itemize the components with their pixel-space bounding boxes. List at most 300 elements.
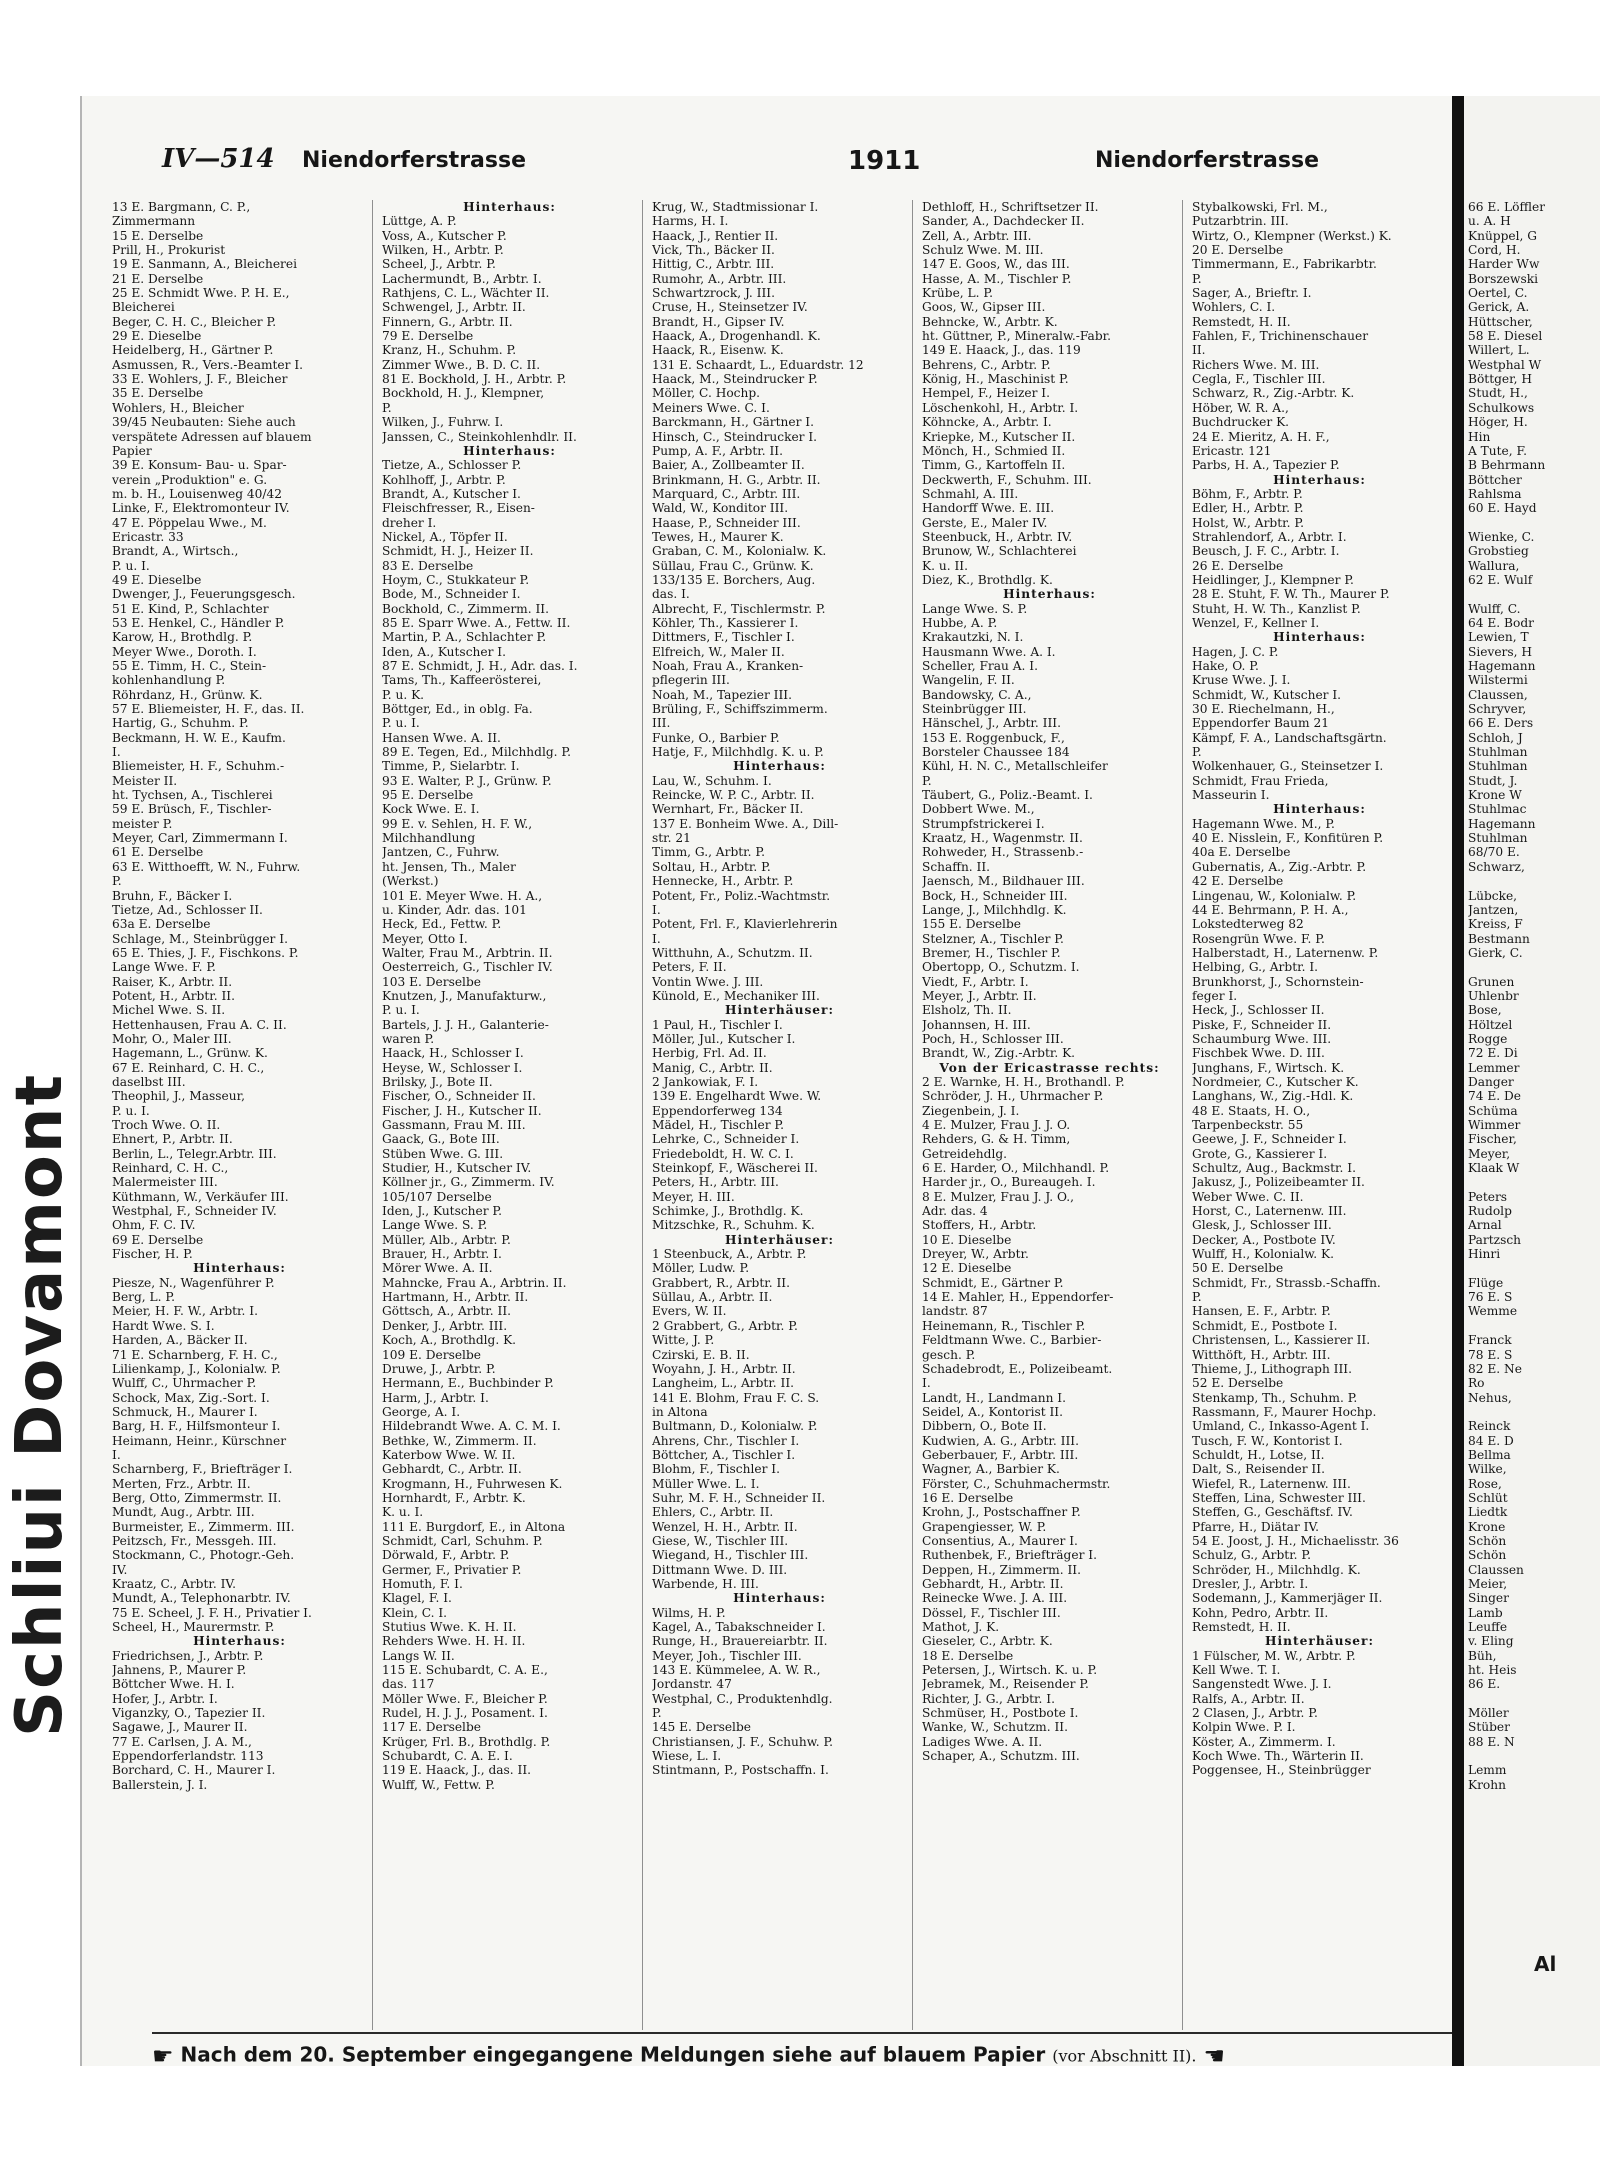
directory-entry: Wiegand, H., Tischler III. <box>652 1548 809 1563</box>
directory-entry: Halberstadt, H., Laternenw. P. <box>1192 945 1379 960</box>
directory-entry: Hinterhaus: <box>193 1261 286 1276</box>
directory-entry: Westphal, F., Schneider IV. <box>112 1204 277 1219</box>
directory-entry: Schulz Wwe. M. III. <box>922 243 1044 258</box>
directory-entry: Berg, Otto, Zimmermstr. II. <box>112 1490 282 1505</box>
directory-entry: Klein, C. I. <box>382 1605 448 1620</box>
directory-entry: Hansen Wwe. A. II. <box>382 730 501 745</box>
directory-entry: Künold, E., Mechaniker III. <box>652 988 820 1003</box>
directory-entry: Friedrichsen, J., Arbtr. P. <box>112 1648 264 1663</box>
directory-entry: 67 E. Reinhard, C. H. C., <box>112 1060 265 1075</box>
next-page-entry: Partzsch <box>1468 1232 1521 1247</box>
directory-entry: 16 E. Derselbe <box>922 1490 1014 1505</box>
directory-entry: Schmidt, E., Postbote I. <box>1192 1318 1338 1333</box>
next-page-entry <box>1468 960 1545 974</box>
directory-entry: str. 21 <box>652 831 691 846</box>
next-page-entry <box>1468 1749 1545 1763</box>
directory-entry: Bremer, H., Tischler P. <box>922 945 1061 960</box>
directory-entry: 29 E. Dieselbe <box>112 329 202 344</box>
directory-entry: Deckwerth, F., Schuhm. III. <box>922 472 1092 487</box>
directory-entry: Brüling, F., Schiffszimmerm. <box>652 702 828 717</box>
directory-entry: Brunkhorst, J., Schornstein- <box>1192 974 1364 989</box>
directory-entry: P. <box>652 1706 662 1721</box>
next-page-entry: Rogge <box>1468 1031 1508 1046</box>
directory-entry: 117 E. Derselbe <box>382 1720 481 1735</box>
directory-entry: Mathot, J. K. <box>922 1620 1000 1635</box>
directory-entry: daselbst III. <box>112 1074 186 1089</box>
directory-entry: Schwengel, J., Arbtr. II. <box>382 300 526 315</box>
directory-entry: Schröder, H., Milchhdlg. K. <box>1192 1562 1361 1577</box>
directory-entry: Westphal, C., Produktenhdlg. <box>652 1691 833 1706</box>
directory-entry: Stintmann, P., Postschaffn. I. <box>652 1763 829 1778</box>
directory-entry: Mundt, A., Telephonarbtr. IV. <box>112 1591 291 1606</box>
directory-entry: Suhr, M. F. H., Schneider II. <box>652 1490 826 1505</box>
directory-entry: Horst, C., Laternenw. III. <box>1192 1204 1347 1219</box>
directory-entry: Malermeister III. <box>112 1175 218 1190</box>
directory-entry: Süllau, Frau C., Grünw. K. <box>652 558 814 573</box>
directory-entry: Hinterhäuser: <box>725 1232 834 1247</box>
directory-entry: Brilsky, J., Bote II. <box>382 1074 493 1089</box>
directory-entry: Manig, C., Arbtr. II. <box>652 1060 773 1075</box>
directory-entry: u. Kinder, Adr. das. 101 <box>382 902 527 917</box>
directory-entry: Schimke, J., Brothdlg. K. <box>652 1204 804 1219</box>
directory-entry: P. <box>922 773 932 788</box>
directory-entry: Heidelberg, H., Gärtner P. <box>112 343 274 358</box>
directory-entry: Köhler, Th., Kassierer I. <box>652 615 799 630</box>
directory-entry: 145 E. Derselbe <box>652 1720 751 1735</box>
directory-entry: Consentius, A., Maurer I. <box>922 1533 1078 1548</box>
directory-entry: Putzarbtrin. III. <box>1192 214 1289 229</box>
next-page-entry: Borszewski <box>1468 271 1538 286</box>
directory-entry: P. <box>112 874 122 889</box>
directory-entry: Schmidt, E., Gärtner P. <box>922 1275 1064 1290</box>
next-page-entry: Sievers, H <box>1468 644 1533 659</box>
directory-entry: Wiese, L. I. <box>652 1749 722 1764</box>
next-page-entry: 58 E. Diesel <box>1468 329 1543 344</box>
directory-entry: Tietze, Ad., Schlosser II. <box>112 902 263 917</box>
directory-entry: 47 E. Pöppelau Wwe., M. <box>112 515 267 530</box>
directory-entry: Heck, J., Schlosser II. <box>1192 1003 1325 1018</box>
directory-entry: Hinterhäuser: <box>1265 1634 1374 1649</box>
next-page-entry: 88 E. N <box>1468 1734 1515 1749</box>
directory-entry: Berg, L. P. <box>112 1290 175 1305</box>
directory-entry: 33 E. Wohlers, J. F., Bleicher <box>112 372 288 387</box>
directory-entry: Tusch, F. W., Kontorist I. <box>1192 1433 1343 1448</box>
directory-entry: Gebhardt, C., Arbtr. II. <box>382 1462 522 1477</box>
directory-entry: 2 E. Warnke, H. H., Brothandl. P. <box>922 1074 1125 1089</box>
directory-entry: 15 E. Derselbe <box>112 228 204 243</box>
directory-entry: Schmahl, A. III. <box>922 486 1019 501</box>
directory-entry: Geberbauer, F., Arbtr. III. <box>922 1447 1079 1462</box>
next-page-entry: Nehus, <box>1468 1390 1512 1405</box>
directory-entry: 141 E. Blohm, Frau F. C. S. <box>652 1390 820 1405</box>
directory-entry: P. u. I. <box>382 1003 420 1018</box>
next-page-entry: 60 E. Hayd <box>1468 501 1537 516</box>
directory-entry: Koch Wwe. Th., Wärterin II. <box>1192 1749 1364 1764</box>
directory-entry: Böttcher, A., Tischler I. <box>652 1447 796 1462</box>
directory-entry: Langheim, L., Arbtr. II. <box>652 1376 795 1391</box>
next-page-entry: Jantzen, <box>1468 902 1519 917</box>
directory-entry: 109 E. Derselbe <box>382 1347 481 1362</box>
next-page-entry: 64 E. Bodr <box>1468 615 1534 630</box>
directory-entry: Kruse Wwe. J. I. <box>1192 673 1291 688</box>
next-page-entry <box>1468 1261 1545 1275</box>
directory-entry: 111 E. Burgdorf, E., in Altona <box>382 1519 566 1534</box>
directory-entry: Baier, A., Zollbeamter II. <box>652 458 805 473</box>
directory-entry: 39 E. Konsum- Bau- u. Spar- <box>112 458 287 473</box>
next-page-entry: Hin <box>1468 429 1491 444</box>
next-page-entry: Meyer, <box>1468 1146 1511 1161</box>
directory-entry: Lachermundt, B., Arbtr. I. <box>382 271 542 286</box>
directory-entry: Hardt Wwe. S. I. <box>112 1318 215 1333</box>
next-page-entry: Stuhlman <box>1468 759 1528 774</box>
directory-entry: Piske, F., Schneider II. <box>1192 1017 1332 1032</box>
directory-entry: Hagemann, L., Grünw. K. <box>112 1046 268 1061</box>
directory-entry: 63a E. Derselbe <box>112 917 211 932</box>
directory-entry: Barckmann, H., Gärtner I. <box>652 415 814 430</box>
directory-entry: 99 E. v. Sehlen, H. F. W., <box>382 816 533 831</box>
directory-entry: Goos, W., Gipser III. <box>922 300 1046 315</box>
directory-entry: Harms, H. I. <box>652 214 729 229</box>
directory-entry: Dobbert Wwe. M., <box>922 802 1035 817</box>
directory-entry: 52 E. Derselbe <box>1192 1376 1284 1391</box>
next-page-entry <box>1468 587 1545 601</box>
directory-entry: 20 E. Derselbe <box>1192 243 1284 258</box>
directory-entry: 77 E. Carlsen, J. A. M., <box>112 1734 252 1749</box>
directory-entry: Wolkenhauer, G., Steinsetzer I. <box>1192 759 1384 774</box>
directory-entry: Lange Wwe. F. P. <box>112 960 216 975</box>
directory-entry: Bliemeister, H. F., Schuhm.- <box>112 759 285 774</box>
directory-entry: 71 E. Scharnberg, F. H. C., <box>112 1347 278 1362</box>
directory-entry: waren P. <box>382 1031 435 1046</box>
directory-entry: P. u. K. <box>382 687 425 702</box>
directory-entry: Poggensee, H., Steinbrügger <box>1192 1763 1371 1778</box>
directory-entry: Zimmermann <box>112 214 196 229</box>
directory-entry: Dössel, F., Tischler III. <box>922 1605 1061 1620</box>
directory-entry: Hofer, J., Arbtr. I. <box>112 1691 218 1706</box>
directory-entry: Iden, J., Kutscher P. <box>382 1204 503 1219</box>
directory-entry: Ruthenbek, F., Briefträger I. <box>922 1548 1097 1563</box>
directory-entry: Friedeboldt, H. W. C. I. <box>652 1146 794 1161</box>
directory-entry: Wenzel, F., Kellner I. <box>1192 615 1320 630</box>
directory-entry: verspätete Adressen auf blauem <box>112 429 312 444</box>
directory-entry: Elfreich, W., Maler II. <box>652 644 785 659</box>
directory-entry: Kohn, Pedro, Arbtr. II. <box>1192 1605 1329 1620</box>
directory-entry: Peters, H., Arbtr. III. <box>652 1175 779 1190</box>
directory-entry: das. 117 <box>382 1677 435 1692</box>
directory-entry: 87 E. Schmidt, J. H., Adr. das. I. <box>382 659 578 673</box>
directory-entry: I. <box>112 1447 121 1462</box>
directory-entry: 40 E. Nisslein, F., Konfitüren P. <box>1192 831 1384 846</box>
directory-entry: Potent, Fr., Poliz.-Wachtmstr. <box>652 888 831 903</box>
directory-entry: Katerbow Wwe. W. II. <box>382 1447 516 1462</box>
directory-entry: Meyer, Joh., Tischler III. <box>652 1648 802 1663</box>
directory-entry: Täubert, G., Poliz.-Beamt. I. <box>922 788 1093 803</box>
directory-entry: 51 E. Kind, P., Schlachter <box>112 601 269 616</box>
directory-entry: Meyer, J., Arbtr. II. <box>922 988 1037 1003</box>
next-page-entry: Schulkows <box>1468 400 1535 415</box>
directory-entry: Möller, Jul., Kutscher I. <box>652 1031 796 1046</box>
directory-entry: Köhncke, A., Arbtr. I. <box>922 415 1052 430</box>
directory-entry: Möller Wwe. F., Bleicher P. <box>382 1691 548 1706</box>
directory-entry: 1 Fülscher, M. W., Arbtr. P. <box>1192 1648 1356 1663</box>
directory-entry: P. u. I. <box>112 558 150 573</box>
column-3 <box>652 200 907 1778</box>
directory-entry: Brinkmann, H. G., Arbtr. II. <box>652 472 821 487</box>
directory-entry: Böhm, F., Arbtr. P. <box>1192 486 1303 501</box>
directory-entry: Schulz, G., Arbtr. P. <box>1192 1548 1312 1563</box>
directory-entry: Brauer, H., Arbtr. I. <box>382 1247 502 1262</box>
directory-entry: Müller Wwe. L. I. <box>652 1476 760 1491</box>
next-page-entry: Wemme <box>1468 1304 1518 1319</box>
directory-entry: Fahlen, F., Trichinenschauer <box>1192 329 1369 344</box>
directory-entry: Bruhn, F., Bäcker I. <box>112 888 233 903</box>
directory-entry: Germer, F., Privatier P. <box>382 1562 522 1577</box>
directory-entry: Merten, Frz., Arbtr. II. <box>112 1476 251 1491</box>
directory-entry: P. u. I. <box>112 1103 150 1118</box>
directory-entry: 85 E. Sparr Wwe. A., Fettw. II. <box>382 615 571 630</box>
next-page-entry: Gerick, A. <box>1468 300 1530 315</box>
directory-entry: Krug, W., Stadtmissionar I. <box>652 200 819 214</box>
directory-entry: Bethke, W., Zimmerm. II. <box>382 1433 537 1448</box>
next-page-entry: Wilstermi <box>1468 673 1528 688</box>
directory-entry: Hartig, G., Schuhm. P. <box>112 716 249 731</box>
column-4 <box>922 200 1177 1763</box>
directory-entry: Druwe, J., Arbtr. P. <box>382 1361 496 1376</box>
directory-entry: Stybalkowski, Frl. M., <box>1192 200 1328 214</box>
next-page-entry: Meier, <box>1468 1577 1508 1591</box>
directory-entry: Hake, O. P. <box>1192 659 1259 673</box>
next-page-entry: Hagemann <box>1468 816 1536 831</box>
directory-entry: Stuht, H. W. Th., Kanzlist P. <box>1192 601 1361 616</box>
directory-entry: 48 E. Staats, H. O., <box>1192 1103 1311 1118</box>
directory-entry: Tarpenbeckstr. 55 <box>1192 1118 1304 1132</box>
next-page-entry: Knüppel, G <box>1468 228 1538 243</box>
directory-entry: Remstedt, H. II. <box>1192 314 1291 329</box>
directory-entry: Küthmann, W., Verkäufer III. <box>112 1189 289 1204</box>
directory-entry: Christiansen, J. F., Schuhw. P. <box>652 1734 834 1749</box>
directory-entry: Masseurin I. <box>1192 788 1270 803</box>
directory-entry: Borsteler Chaussee 184 <box>922 745 1070 760</box>
directory-entry: Nordmeier, C., Kutscher K. <box>1192 1074 1359 1089</box>
directory-entry: Brandt, W., Zig.-Arbtr. K. <box>922 1046 1076 1061</box>
directory-entry: Strahlendorf, A., Arbtr. I. <box>1192 529 1347 544</box>
directory-entry: 6 E. Harder, O., Milchhandl. P. <box>922 1161 1110 1176</box>
next-page-entry: u. A. H <box>1468 214 1511 229</box>
spine-text: Schliui Dovamont <box>3 1072 77 1737</box>
directory-entry: Noah, Frau A., Kranken- <box>652 659 804 673</box>
directory-entry: Marquard, C., Arbtr. III. <box>652 486 801 501</box>
directory-entry: Lange Wwe. S. P. <box>922 601 1028 616</box>
next-page-entry: Reinck <box>1468 1419 1511 1434</box>
directory-entry: Adr. das. 4 <box>922 1204 988 1219</box>
next-page-entry <box>1468 1405 1545 1419</box>
directory-entry: Hinterhaus: <box>1003 587 1096 602</box>
directory-entry: Thieme, J., Lithograph III. <box>1192 1361 1352 1376</box>
next-page-entry: B Behrmann <box>1468 458 1546 473</box>
directory-entry: 24 E. Mieritz, A. H. F., <box>1192 429 1330 444</box>
directory-entry: Schmüser, H., Postbote I. <box>922 1706 1079 1721</box>
directory-entry: Dörwald, F., Arbtr. P. <box>382 1548 510 1563</box>
directory-page <box>80 96 1457 2070</box>
directory-entry: in Altona <box>652 1404 708 1419</box>
next-page-entry: Rahlsma <box>1468 486 1522 501</box>
directory-entry: Köster, A., Zimmerm. I. <box>1192 1734 1336 1749</box>
pointing-hand-icon: ☚ <box>1203 2042 1225 2070</box>
directory-entry: Hinterhaus: <box>733 759 826 774</box>
next-page-entry: Wilke, <box>1468 1462 1507 1477</box>
directory-entry: Ahrens, Chr., Tischler I. <box>652 1433 800 1448</box>
directory-entry: Fleischfresser, R., Eisen- <box>382 501 535 516</box>
directory-entry: Landt, H., Landmann I. <box>922 1390 1067 1405</box>
directory-entry: Rohweder, H., Strassenb.- <box>922 845 1084 860</box>
directory-entry: P. <box>1192 1290 1202 1305</box>
directory-entry: ht. Jensen, Th., Maler <box>382 859 516 874</box>
next-page-entry: 66 E. Ders <box>1468 716 1534 731</box>
directory-entry: Deppen, H., Zimmerm. II. <box>922 1562 1081 1577</box>
directory-entry: Woyahn, J. H., Arbtr. II. <box>652 1361 796 1376</box>
directory-entry: Eppendorfer Baum 21 <box>1192 716 1329 731</box>
book-gutter <box>1452 96 1464 2066</box>
next-page-entry: Schön <box>1468 1533 1507 1548</box>
directory-entry: P. <box>1192 271 1202 286</box>
directory-entry: Wulff, C., Uhrmacher P. <box>112 1376 257 1391</box>
directory-entry: Denker, J., Arbtr. III. <box>382 1318 508 1333</box>
directory-entry: gesch. P. <box>922 1347 976 1362</box>
directory-entry: 49 E. Dieselbe <box>112 572 202 587</box>
directory-entry: Christensen, L., Kassierer II. <box>1192 1333 1371 1348</box>
directory-entry: Kriepke, M., Kutscher II. <box>922 429 1076 444</box>
directory-entry: Mitzschke, R., Schuhm. K. <box>652 1218 815 1233</box>
directory-entry: Krübe, L. P. <box>922 286 993 301</box>
directory-entry: 42 E. Derselbe <box>1192 874 1284 889</box>
directory-entry: Kudwien, A. G., Arbtr. III. <box>922 1433 1079 1448</box>
directory-entry: Hinterhaus: <box>1273 802 1366 817</box>
directory-entry: 1 Steenbuck, A., Arbtr. P. <box>652 1247 807 1262</box>
directory-entry: 101 E. Meyer Wwe. H. A., <box>382 888 543 903</box>
directory-entry: (Werkst.) <box>382 874 439 889</box>
directory-entry: Lehrke, C., Schneider I. <box>652 1132 800 1147</box>
directory-entry: Studier, H., Kutscher IV. <box>382 1161 532 1176</box>
directory-entry: Viganzky, O., Tapezier II. <box>112 1706 266 1721</box>
directory-entry: Rosengrün Wwe. F. P. <box>1192 931 1325 946</box>
next-page-entry: Uhlenbr <box>1468 988 1519 1003</box>
directory-entry: Schadebrodt, E., Polizeibeamt. <box>922 1361 1113 1376</box>
directory-entry: Bockhold, C., Zimmerm. II. <box>382 601 549 616</box>
directory-entry: Martin, P. A., Schlachter P. <box>382 630 547 645</box>
directory-entry: Steenbuck, H., Arbtr. IV. <box>922 529 1073 544</box>
next-page-entry: Krohn <box>1468 1777 1506 1792</box>
directory-entry: landstr. 87 <box>922 1304 988 1319</box>
directory-entry: Edler, H., Arbtr. P. <box>1192 501 1304 516</box>
directory-entry: Haack, H., Schlosser I. <box>382 1046 524 1061</box>
next-page-entry: Lewien, T <box>1468 630 1529 645</box>
directory-entry: 28 E. Stuht, F. W. Th., Maurer P. <box>1192 587 1390 602</box>
directory-entry: Lingenau, W., Kolonialw. P. <box>1192 888 1357 903</box>
next-page-entry: Grunen <box>1468 974 1515 989</box>
directory-entry: Piesze, N., Wagenführer P. <box>112 1275 275 1290</box>
directory-entry: Fischer, H. P. <box>112 1247 193 1262</box>
directory-entry: 139 E. Engelhardt Wwe. W. <box>652 1089 822 1104</box>
directory-entry: Handorff Wwe. E. III. <box>922 501 1055 516</box>
directory-entry: 153 E. Roggenbuck, F., <box>922 730 1065 745</box>
directory-entry: Möller, C. Hochp. <box>652 386 761 401</box>
directory-entry: Behncke, W., Arbtr. K. <box>922 314 1058 329</box>
directory-entry: Prill, H., Prokurist <box>112 243 226 258</box>
directory-entry: 39/45 Neubauten: Siehe auch <box>112 415 296 430</box>
directory-entry: Steffen, Lina, Schwester III. <box>1192 1490 1366 1505</box>
directory-entry: 2 Grabbert, G., Arbtr. P. <box>652 1318 798 1333</box>
directory-entry: Strumpfstrickerei I. <box>922 816 1045 831</box>
directory-entry: Krohn, J., Postschaffner P. <box>922 1505 1081 1520</box>
directory-entry: Tewes, H., Maurer K. <box>652 529 784 544</box>
directory-entry: 10 E. Dieselbe <box>922 1232 1012 1247</box>
directory-entry: Fischbek Wwe. D. III. <box>1192 1046 1325 1061</box>
next-page-entry: Büh, <box>1468 1648 1497 1663</box>
directory-entry: Wangelin, F. II. <box>922 673 1015 688</box>
next-page-entry: 62 E. Wulf <box>1468 572 1533 587</box>
directory-entry: Wilms, H. P. <box>652 1605 726 1620</box>
directory-entry: Seidel, A., Kontorist II. <box>922 1404 1063 1419</box>
directory-entry: Eppendorferweg 134 <box>652 1103 783 1118</box>
directory-entry: Bandowsky, C. A., <box>922 687 1032 702</box>
directory-entry: Evers, W. II. <box>652 1304 727 1319</box>
next-page-entry: Stüber <box>1468 1720 1510 1735</box>
directory-entry: 50 E. Derselbe <box>1192 1261 1284 1276</box>
directory-entry: Rassmann, F., Maurer Hochp. <box>1192 1404 1377 1419</box>
directory-entry: Witte, J. P. <box>652 1333 715 1348</box>
directory-entry: 44 E. Behrmann, P. H. A., <box>1192 902 1349 917</box>
directory-entry: Hinterhäuser: <box>725 1003 834 1018</box>
directory-entry: Von der Ericastrasse rechts: <box>939 1060 1160 1075</box>
footer-notice <box>152 2042 1432 2072</box>
next-page-entry: 72 E. Di <box>1468 1046 1518 1061</box>
directory-entry: Hinterhaus: <box>463 443 556 458</box>
directory-entry: Dalt, S., Reisender II. <box>1192 1462 1325 1477</box>
directory-entry: Mundt, Aug., Arbtr. III. <box>112 1505 255 1520</box>
next-page-entry: Hagemann <box>1468 659 1536 673</box>
next-page-entry: Klaak W <box>1468 1161 1520 1176</box>
directory-entry: Rudel, H. J. J., Posament. I. <box>382 1706 548 1721</box>
directory-entry: 61 E. Derselbe <box>112 845 204 860</box>
directory-entry: Beusch, J. F. C., Arbtr. I. <box>1192 544 1340 559</box>
directory-entry: 75 E. Scheel, J. F. H., Privatier I. <box>112 1605 312 1620</box>
directory-entry: Fischer, O., Schneider II. <box>382 1089 536 1104</box>
directory-entry: 4 E. Mulzer, Frau J. J. O. <box>922 1118 1071 1132</box>
directory-entry: Lau, W., Schuhm. I. <box>652 773 772 788</box>
directory-entry: feger I. <box>1192 988 1238 1003</box>
directory-entry: Bode, M., Schneider I. <box>382 587 521 602</box>
next-page-footer-fragment: Al <box>1534 1952 1557 1976</box>
directory-entry: Rumohr, A., Arbtr. III. <box>652 271 787 286</box>
directory-entry: Kranz, H., Schuhm. P. <box>382 343 517 358</box>
next-page-entry: Hinri <box>1468 1247 1501 1262</box>
directory-entry: 147 E. Goos, W., das III. <box>922 257 1070 272</box>
next-page-entry: Krone W <box>1468 788 1522 803</box>
directory-entry: 35 E. Derselbe <box>112 386 204 401</box>
directory-entry: m. b. H., Louisenweg 40/42 <box>112 486 283 501</box>
next-page-entry: Fischer, <box>1468 1132 1517 1147</box>
next-page-entry: 66 E. Löffler <box>1468 200 1546 214</box>
directory-entry: Lüttge, A. P. <box>382 214 457 229</box>
next-page-entry: Ro <box>1468 1376 1485 1391</box>
directory-entry: Homuth, F. I. <box>382 1577 463 1591</box>
next-page-entry: Wallura, <box>1468 558 1520 573</box>
directory-entry: ht. Güttner, P., Mineralw.-Fabr. <box>922 329 1111 344</box>
directory-entry: Kämpf, F. A., Landschaftsgärtn. <box>1192 730 1387 745</box>
directory-entry: Potent, H., Arbtr. II. <box>112 988 235 1003</box>
directory-entry: Richers Wwe. M. III. <box>1192 357 1320 372</box>
directory-entry: Bockhold, H. J., Klempner, <box>382 386 545 401</box>
